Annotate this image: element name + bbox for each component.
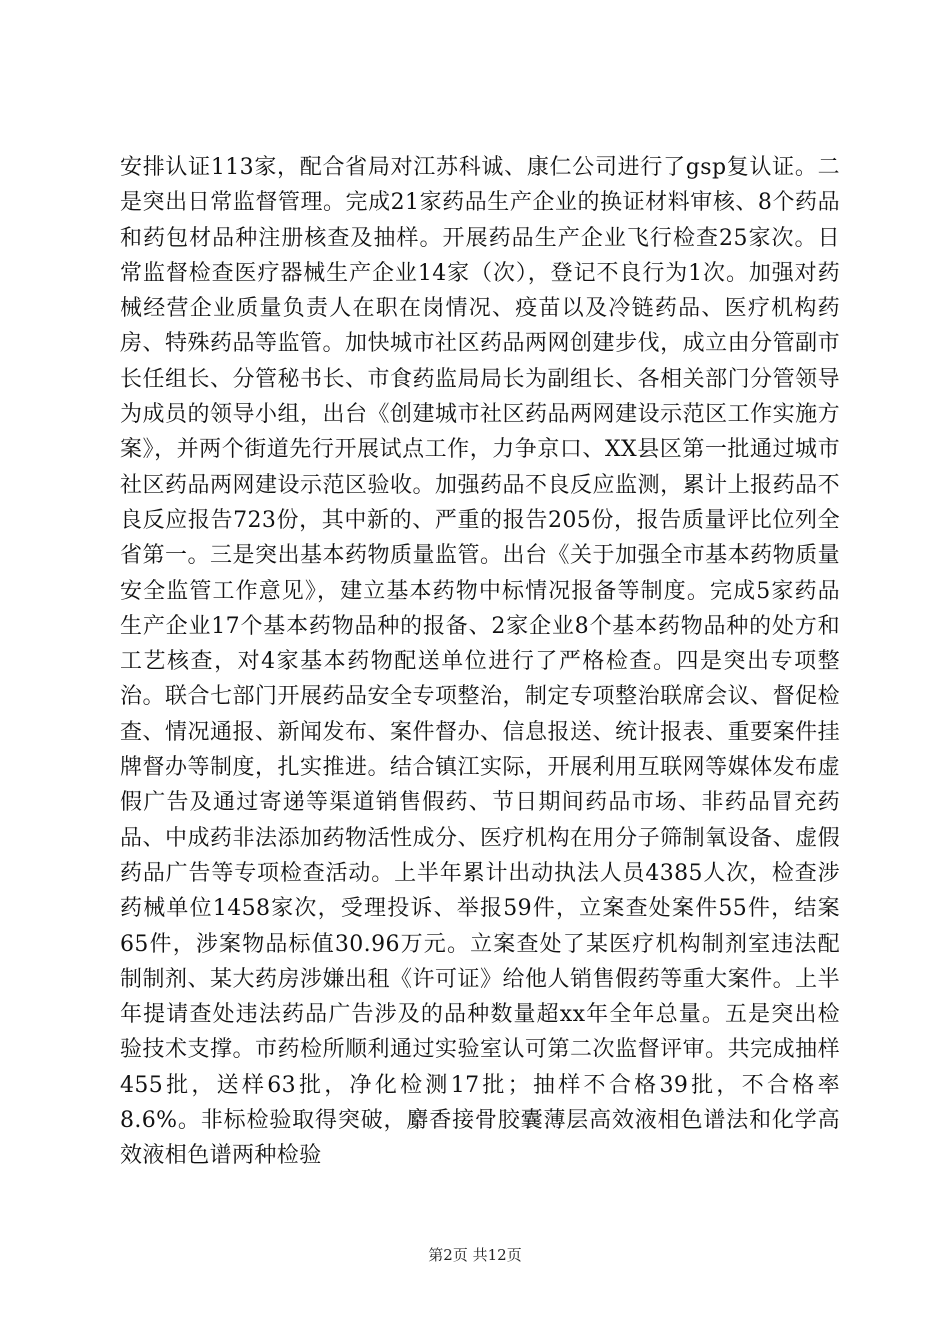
- body-paragraph: 安排认证113家，配合省局对江苏科诚、康仁公司进行了gsp复认证。二是突出日常监督管理。完成21家药品生产企业的换证材料审核、8个药品和药包材品种注册核查及抽样。开展药品生产企业飞行检查25家次。日常监督检查医疗器械生产企业14家（次），登记不良行为1次。加强对药械经营企业质量负责人在职在岗情况、疫苗以及冷链药品、医疗机构药房、特殊药品等监管。加快城市社区药品两网创建步伐，成立由分管副市长任组长、分管秘书长、市食药监局局长为副组长、各相关部门分管领导为成员的领导小组，出台《创建城市社区药品两网建设示范区工作实施方案》，并两个街道先行开展试点工作，力争京口、XX县区第一批通过城市社区药品两网建设示范区验收。加强药品不良反应监测，累计上报药品不良反应报告723份，其中新的、严重的报告205份，报告质量评比位列全省第一。三是突出基本药物质量监管。出台《关于加强全市基本药物质量安全监管工作意见》，建立基本药物中标情况报备等制度。完成5家药品生产企业17个基本药物品种的报备、2家企业8个基本药物品种的处方和工艺核查，对4家基本药物配送单位进行了严格检查。四是突出专项整治。联合七部门开展药品安全专项整治，制定专项整治联席会议、督促检查、情况通报、新闻发布、案件督办、信息报送、统计报表、重要案件挂牌督办等制度，扎实推进。结合镇江实际，开展利用互联网等媒体发布虚假广告及通过寄递等渠道销售假药、节日期间药品市场、非药品冒充药品、中成药非法添加药物活性成分、医疗机构在用分子筛制氧设备、虚假药品广告等专项检查活动。上半年累计出动执法人员4385人次，检查涉药械单位1458家次，受理投诉、举报59件，立案查处案件55件，结案65件，涉案物品标值30.96万元。立案查处了某医疗机构制剂室违法配制制剂、某大药房涉嫌出租《许可证》给他人销售假药等重大案件。上半年提请查处违法药品广告涉及的品种数量超xx年全年总量。五是突出检验技术支撑。市药检所顺利通过实验室认可第二次监督评审。共完成抽样455批，送样63批，净化检测17批；抽样不合格39批，不合格率8.6%。非标检验取得突破，麝香接骨胶囊薄层高效液相色谱法和化学高效液相色谱两种检验: [120, 155, 840, 1169]
- page-footer: 第2页 共12页: [428, 1246, 522, 1264]
